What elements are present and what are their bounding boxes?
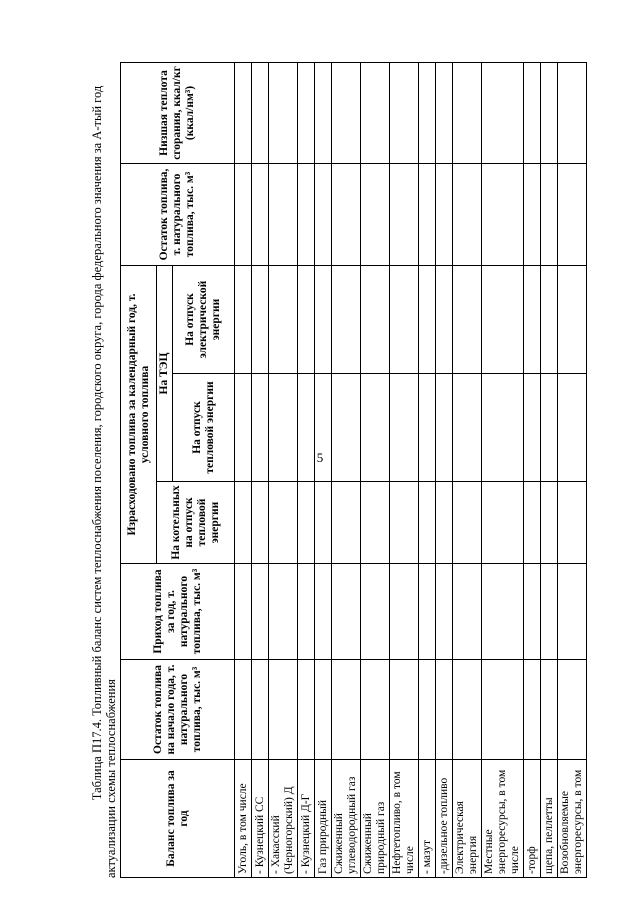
table-cell	[315, 63, 332, 164]
table-cell	[482, 374, 524, 482]
row-label: - Кузнецкий СС	[252, 760, 269, 878]
table-cell	[419, 564, 436, 660]
row-label: Нефтетопливо, в том числе	[390, 760, 419, 878]
table-cell	[361, 374, 390, 482]
table-cell	[541, 266, 558, 374]
caption-line-2: актуализации схемы теплоснабжения	[104, 679, 118, 878]
table-row	[524, 63, 541, 878]
row-label: Уголь, в том числе	[235, 760, 252, 878]
table-cell	[436, 374, 453, 482]
table-cell	[361, 164, 390, 266]
table-row	[558, 63, 587, 878]
table-cell	[558, 660, 587, 760]
table-cell	[524, 164, 541, 266]
table-caption	[90, 68, 118, 878]
table-cell	[298, 564, 315, 660]
table-cell	[541, 374, 558, 482]
table-cell	[361, 482, 390, 564]
table-cell	[558, 374, 587, 482]
header-opening-stock: Остаток топлива на начало года, т. натурального топлива, тыс. м³	[121, 660, 235, 760]
page-number: 5	[316, 450, 324, 465]
table-cell	[482, 564, 524, 660]
table-cell	[252, 374, 269, 482]
table-cell	[298, 63, 315, 164]
table-cell	[390, 482, 419, 564]
table-cell	[298, 164, 315, 266]
table-row	[390, 63, 419, 878]
table-cell	[298, 482, 315, 564]
header-calorific: Низшая теплота сгорания, ккал/кг (ккал/нм³)	[121, 63, 235, 164]
table-cell	[332, 266, 361, 374]
header-closing-stock: Остаток топлива, т. натурального топлива, тыс. м³	[121, 164, 235, 266]
table-cell	[315, 266, 332, 374]
table-body	[235, 63, 587, 878]
header-boilers: На котельных на отпуск тепловой энергии	[157, 482, 235, 564]
table-cell	[298, 374, 315, 482]
table-row	[436, 63, 453, 878]
table-cell	[390, 660, 419, 760]
row-label: - мазут	[419, 760, 436, 878]
table-cell	[524, 266, 541, 374]
table-cell	[252, 63, 269, 164]
table-cell	[541, 164, 558, 266]
table-cell	[453, 164, 482, 266]
row-label: Газ природный	[315, 760, 332, 878]
table-cell	[524, 374, 541, 482]
row-label: Электрическая энергия	[453, 760, 482, 878]
table-cell	[332, 564, 361, 660]
header-balance: Баланс топлива за год	[121, 760, 235, 878]
header-chp-power: На отпуск электрической энергии	[173, 266, 235, 374]
row-label: Местные энергоресурсы, в том числе	[482, 760, 524, 878]
table-row	[453, 63, 482, 878]
table-cell	[315, 564, 332, 660]
table-cell	[252, 266, 269, 374]
table-cell	[315, 660, 332, 760]
row-label: Возобновляемые энергоресурсы, в том	[558, 760, 587, 878]
table-cell	[332, 63, 361, 164]
header-consumed: Израсходовано топлива за календарный год, т. условного топлива	[121, 266, 157, 564]
table-cell	[436, 266, 453, 374]
table-row	[361, 63, 390, 878]
table-cell	[235, 660, 252, 760]
table-cell	[252, 564, 269, 660]
table-cell	[315, 164, 332, 266]
table-cell	[332, 374, 361, 482]
caption-line-1: Таблица П17.4. Топливный баланс систем теплоснабжения поселения, городского округа, города федерального значения за А-тый год	[90, 85, 104, 801]
table-cell	[269, 374, 298, 482]
table-cell	[524, 63, 541, 164]
header-chp-heat: На отпуск тепловой энергии	[173, 374, 235, 482]
table-row	[298, 63, 315, 878]
table-cell	[269, 164, 298, 266]
table-cell	[332, 660, 361, 760]
table-cell	[436, 63, 453, 164]
table-cell	[252, 660, 269, 760]
table-row	[482, 63, 524, 878]
table-cell	[298, 266, 315, 374]
table-cell	[482, 266, 524, 374]
table-cell	[361, 63, 390, 164]
table-row	[332, 63, 361, 878]
table-cell	[436, 482, 453, 564]
table-cell	[361, 660, 390, 760]
table-cell	[541, 564, 558, 660]
table-cell	[361, 564, 390, 660]
table-cell	[315, 374, 332, 482]
table-row	[541, 63, 558, 878]
table-cell	[524, 660, 541, 760]
table-cell	[390, 63, 419, 164]
table-cell	[269, 266, 298, 374]
table-cell	[419, 660, 436, 760]
header-receipt: Приход топлива за год, т. натурального топлива, тыс. м³	[121, 564, 235, 660]
table-cell	[524, 564, 541, 660]
table-row	[419, 63, 436, 878]
table-cell	[419, 63, 436, 164]
fuel-balance-table	[120, 62, 587, 878]
table-cell	[390, 374, 419, 482]
table-cell	[419, 164, 436, 266]
table-cell	[269, 482, 298, 564]
table-cell	[332, 164, 361, 266]
table-cell	[269, 564, 298, 660]
table-cell	[453, 660, 482, 760]
table-cell	[252, 482, 269, 564]
table-cell	[541, 660, 558, 760]
table-cell	[558, 266, 587, 374]
table-row	[252, 63, 269, 878]
row-label: Сжиженный углеводородный газ	[332, 760, 361, 878]
table-cell	[315, 482, 332, 564]
table-cell	[390, 266, 419, 374]
table-row	[315, 63, 332, 878]
table-cell	[298, 660, 315, 760]
table-cell	[235, 374, 252, 482]
table-cell	[558, 63, 587, 164]
table-cell	[558, 164, 587, 266]
table-cell	[558, 564, 587, 660]
table-cell	[269, 660, 298, 760]
table-cell	[436, 660, 453, 760]
table-cell	[235, 266, 252, 374]
table-cell	[419, 482, 436, 564]
table-cell	[558, 482, 587, 564]
table-cell	[482, 660, 524, 760]
table-cell	[541, 63, 558, 164]
table-row	[269, 63, 298, 878]
table-cell	[453, 564, 482, 660]
table-cell	[436, 564, 453, 660]
row-label: -дизельное топливо	[436, 760, 453, 878]
table-cell	[235, 164, 252, 266]
table-cell	[482, 164, 524, 266]
table-cell	[482, 482, 524, 564]
header-chp: На ТЭЦ	[157, 266, 173, 482]
table-cell	[235, 564, 252, 660]
table-cell	[390, 564, 419, 660]
table-cell	[436, 164, 453, 266]
row-label: - Хакасский (Черногорский) Д	[269, 760, 298, 878]
table-cell	[419, 374, 436, 482]
table-cell	[419, 266, 436, 374]
table-cell	[453, 63, 482, 164]
table-cell	[269, 63, 298, 164]
table-row	[235, 63, 252, 878]
table-cell	[361, 266, 390, 374]
row-label: - Кузнецкий Д-Г	[298, 760, 315, 878]
table-cell	[453, 374, 482, 482]
row-label: -торф	[524, 760, 541, 878]
table-cell	[453, 266, 482, 374]
rotated-page-content	[90, 58, 584, 878]
table-cell	[390, 164, 419, 266]
table-cell	[235, 482, 252, 564]
row-label: Сжиженный природный газ	[361, 760, 390, 878]
table-cell	[235, 63, 252, 164]
table-cell	[524, 482, 541, 564]
table-cell	[332, 482, 361, 564]
table-cell	[482, 63, 524, 164]
table-cell	[453, 482, 482, 564]
table-cell	[252, 164, 269, 266]
table-cell	[541, 482, 558, 564]
row-label: щепа, пеллетты	[541, 760, 558, 878]
